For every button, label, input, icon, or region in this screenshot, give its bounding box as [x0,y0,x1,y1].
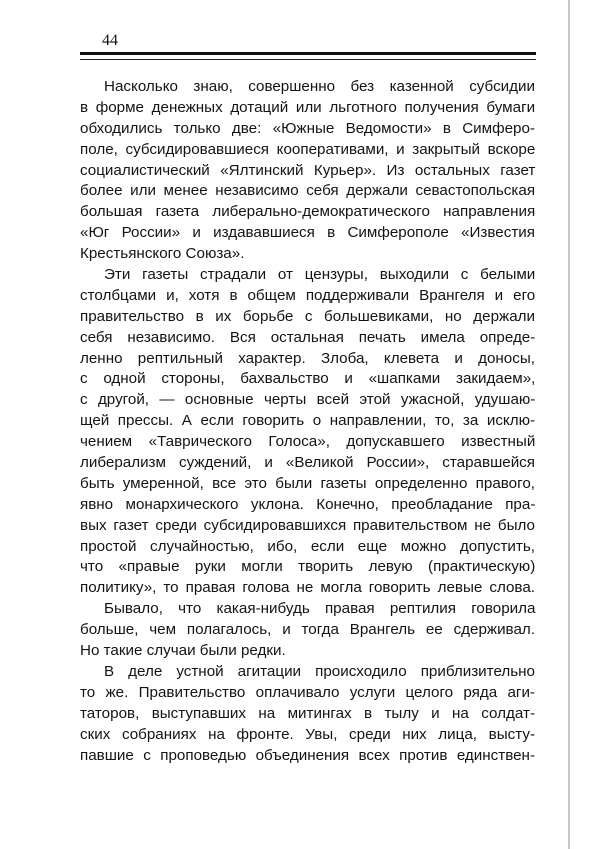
text-line: с одной стороны, бахвальство и «шапками закидаем», [80,370,536,388]
text-line: Эти газеты страдали от цензуры, выходили с белыми [104,266,536,284]
text-line: себя независимо. Вся остальная печать имела опреде- [80,328,536,346]
text-line: столбцами и, хотя в общем поддерживали Врангеля и его [80,286,536,304]
text-line: быть умеренной, все это были газеты определенно правого, [80,474,535,492]
text-line: Насколько знаю, совершенно без казенной субсидии [104,78,535,95]
text-line: Но такие случаи были редки. [80,642,286,660]
page-number: 44 [102,32,118,49]
text-line: с другой, — основные черты всей этой ужасной, удушаю- [80,391,536,409]
text-line: социалистический «Ялтинский Курьер». Из остальных газет [80,161,536,179]
text-line: что «правые руки могли творить левую (практическую) [80,558,536,576]
page-edge-divider [568,0,570,849]
text-line: щей прессы. А если говорить о направлении, то, за исклю- [80,412,536,430]
text-line: павшие с проповедью объединения всех против единствен- [80,746,535,764]
text-line: больше, чем полагалось, и тогда Врангель ее сдерживал. [80,621,535,639]
text-line: вых газет среди субсидировавшихся правительством не было [80,516,535,534]
text-line: ских собраниях на фронте. Увы, среди них лица, высту- [80,725,535,743]
paragraph [80,662,535,766]
text-line: простой случайностью, ибо, если еще можно допустить, [80,537,535,555]
text-line: большая газета либерально-демократического направления [80,203,536,221]
text-line: поле, субсидировавшиеся кооперативами, и закрытый вскоре [80,140,536,158]
header-rule-thin [80,59,536,60]
paragraph [80,599,535,662]
text-line: политику», то правая голова не могла говорить левые слова. [80,579,535,597]
text-line: ленно рептильный характер. Злоба, клевета и доносы, [80,349,535,367]
header-rule-thick [80,52,536,55]
text-line: В деле устной агитации происходило приблизительно [104,662,535,680]
text-line: Крестьянского Союза». [80,245,245,263]
text-line: то же. Правительство оплачивало услуги целого ряда аги- [80,683,535,701]
text-line: «Юг России» и издававшиеся в Симферополе «Известия [80,224,535,242]
text-line: Бывало, что какая-нибудь правая рептилия говорила [104,600,536,618]
text-line: либерализм суждений, и «Великой России», старавшейся [80,454,536,472]
paragraph [80,77,535,265]
text-line: правительство в их борьбе с большевиками, но держали [80,307,535,325]
paragraph [80,265,535,599]
body-text [80,77,535,766]
text-line: обходились только две: «Южные Ведомости» в Симферо- [80,119,535,137]
text-line: в форме денежных дотаций или льготного получения бумаги [80,98,536,116]
text-line: чением «Таврического Голоса», допускавшего известный [80,433,536,451]
text-line: таторов, выступавших на митингах в тылу и на солдат- [80,704,535,722]
text-line: более или менее независимо себя держали севастопольская [80,182,536,200]
text-line: явно монархического уклона. Конечно, преобладание пра- [80,495,536,513]
